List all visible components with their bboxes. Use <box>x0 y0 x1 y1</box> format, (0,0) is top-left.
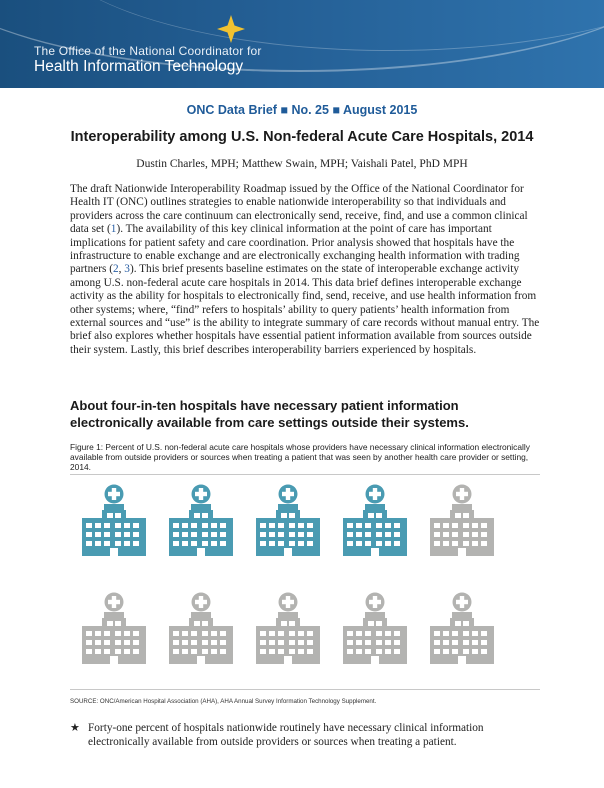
figure-bottom-rule <box>70 689 540 690</box>
figure-source: SOURCE: ONC/American Hospital Association (AHA), AHA Annual Survey Information Technology Supplement. <box>70 698 377 705</box>
figure-top-rule <box>70 474 540 475</box>
header-banner <box>0 0 604 88</box>
figure-caption: Figure 1: Percent of U.S. non-federal acute care hospitals whose providers have necessary clinical information electronically available from outside providers or sources when treating a patient that was seen by another health care provider or setting, 2014. <box>70 442 530 473</box>
authors: Dustin Charles, MPH; Matthew Swain, MPH; Vaishali Patel, PhD MPH <box>136 158 468 170</box>
star-bullet-icon: ★ <box>70 722 80 734</box>
hospital-icon-figure <box>70 474 540 690</box>
hospital-icon <box>430 592 494 664</box>
hospital-icon-highlighted <box>82 484 146 556</box>
hospital-icon <box>256 592 320 664</box>
reference-link[interactable]: 2 <box>112 263 119 276</box>
hospital-icon-highlighted <box>169 484 233 556</box>
reference-link[interactable]: 1 <box>110 223 117 236</box>
reference-link[interactable]: 3 <box>124 263 130 276</box>
hospital-icon <box>430 484 494 556</box>
abstract-text: The draft Nationwide Interoperability Roadmap issued by the Office of the National Coordinator for Health IT (ONC) outlines strategies to enable nationwide interoperability so that individuals and providers across the care continuum can electronically send, receive, find, and use a common clinical data set ( <box>70 183 528 236</box>
org-name-line2: Health Information Technology <box>34 58 244 75</box>
org-name-line1: The Office of the National Coordinator for <box>34 44 262 58</box>
hospital-icon <box>169 592 233 664</box>
brief-number: ONC Data Brief ■ No. 25 ■ August 2015 <box>186 103 418 117</box>
abstract-text: , <box>118 263 125 276</box>
abstract-paragraph <box>70 183 540 357</box>
section-headline: About four-in-ten hospitals have necessary patient information electronically available from care settings outside their systems. <box>70 398 469 430</box>
page-title: Interoperability among U.S. Non-federal Acute Care Hospitals, 2014 <box>70 129 534 145</box>
star-icon <box>216 14 246 44</box>
abstract-text: ). The availability of this key clinical information at the point of care has important implications for patient safety and care coordination. Prior analysis showed that hospitals have the infrastructure to enable exchange and are electronically exchanging health information with trading partners ( <box>70 223 520 276</box>
key-finding <box>70 721 540 749</box>
abstract-text: ). This brief presents baseline estimates on the state of interoperable exchange activity among U.S. non-federal acute care hospitals in 2014. This data brief defines interoperable exchange activity as the ability for hospitals to electronically find, send, receive, and use health information from other systems; where, “find” refers to hospitals’ ability to query patients’ health information from external sources and “use” is the ability to integrate summary of care records without manual entry. The brief also explores whether hospitals have essential patient information available from sources outside their system. Lastly, this brief describes interoperability barriers experienced by hospitals. <box>70 263 540 356</box>
hospital-icon <box>343 592 407 664</box>
hospital-icon-highlighted <box>343 484 407 556</box>
finding-text: Forty-one percent of hospitals nationwide routinely have necessary clinical information electronically available from outside providers or sources when treating a patient. <box>88 722 484 748</box>
hospital-icon-highlighted <box>256 484 320 556</box>
hospital-icon <box>82 592 146 664</box>
